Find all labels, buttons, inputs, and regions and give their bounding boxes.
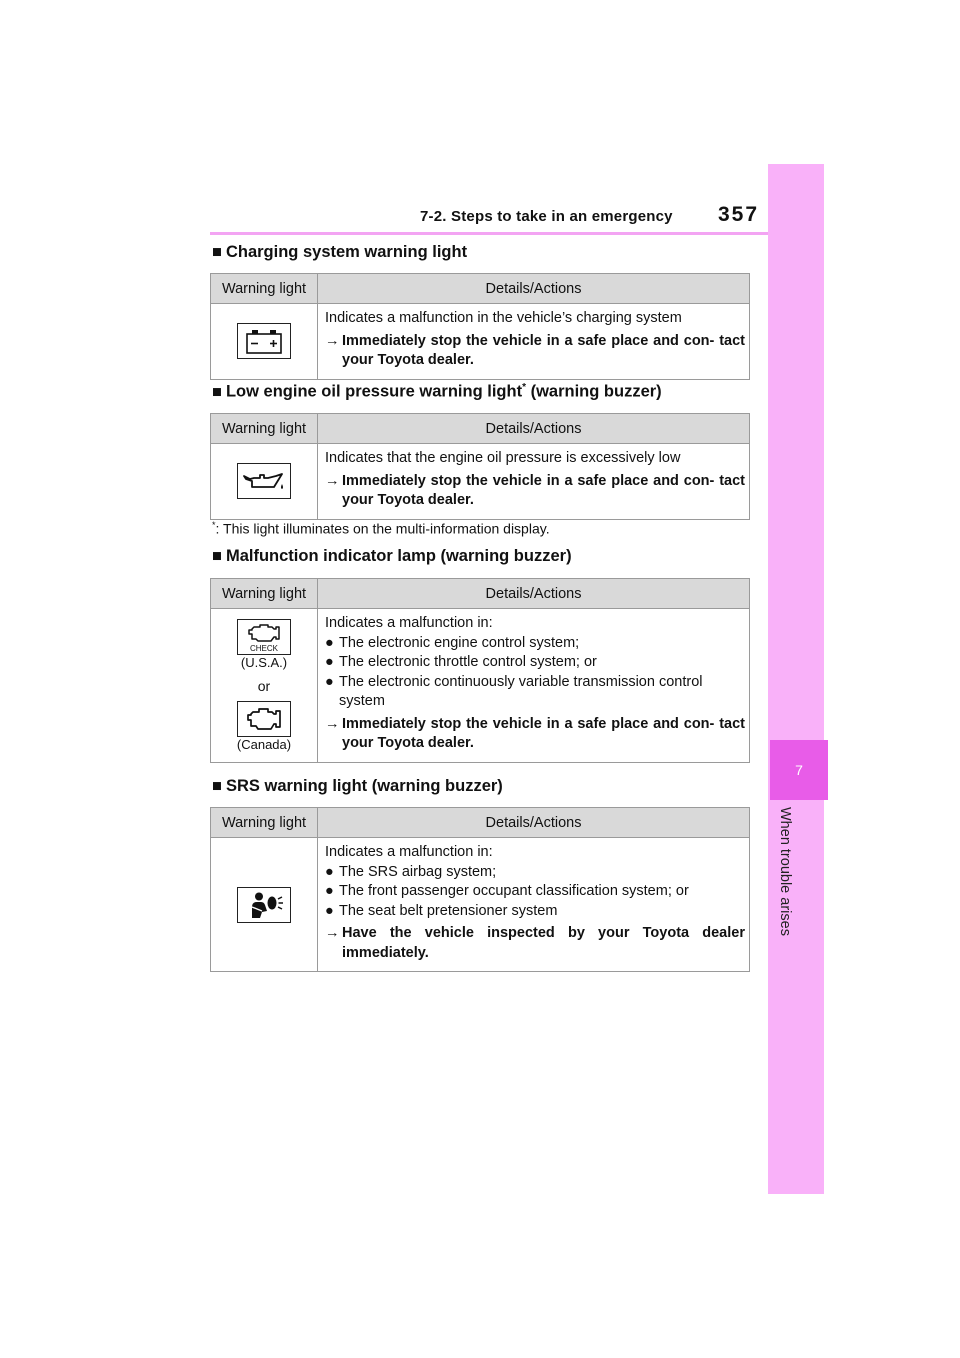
section-title-malfunction: [212, 547, 572, 566]
table-header-row: [211, 414, 750, 444]
airbag-icon: [237, 887, 291, 923]
section-marker: ■: [212, 382, 222, 401]
page-number: 357: [718, 203, 760, 226]
col-warning-light: Warning light: [211, 808, 318, 838]
section-header-title: 7-2. Steps to take in an emergency: [420, 208, 673, 225]
section-title-text: Low engine oil pressure warning light: [225, 382, 523, 401]
table-header-row: [211, 579, 750, 609]
footnote-text: : This light illuminates on the multi-information display.: [215, 520, 550, 537]
check-engine-icon: [237, 619, 291, 655]
details-intro: Indicates that the engine oil pressure is excessively low: [325, 450, 681, 466]
col-details-actions: Details/Actions: [318, 414, 750, 444]
action-line: [325, 715, 745, 754]
table-row: [211, 304, 750, 380]
arrow-icon: →: [325, 715, 340, 732]
engine-icon: [237, 701, 291, 737]
bullet-icon: ●: [325, 654, 334, 670]
action-line: [325, 332, 745, 371]
footnote-mark: *: [212, 520, 216, 530]
bullet-text: The electronic throttle control system; or: [339, 654, 597, 670]
col-details-actions: Details/Actions: [318, 274, 750, 304]
list-item: [325, 902, 745, 922]
section-title-oil-pressure: [212, 382, 662, 402]
bullet-icon: ●: [325, 634, 334, 651]
section-title-suffix: (warning buzzer): [526, 382, 662, 401]
action-line: [325, 924, 745, 963]
arrow-icon: →: [325, 925, 340, 941]
list-item: [325, 863, 745, 883]
icon-caption-usa: (U.S.A.): [240, 655, 288, 671]
oil-pressure-table: [210, 413, 750, 520]
header-rule: [210, 232, 768, 235]
bullet-icon: ●: [325, 883, 334, 899]
section-title-text: Malfunction indicator lamp (warning buzzer): [225, 547, 572, 565]
bullet-text: The SRS airbag system;: [339, 863, 497, 880]
bullet-text: The electronic engine control system;: [339, 634, 580, 651]
action-line: [325, 472, 745, 511]
details-intro: Indicates a malfunction in:: [325, 615, 493, 631]
details-intro: Indicates a malfunction in the vehicle’s charging system: [325, 310, 682, 326]
section-title-text: Charging system warning light: [225, 243, 468, 261]
section-marker: ■: [212, 243, 222, 261]
col-warning-light: Warning light: [211, 579, 318, 609]
col-details-actions: Details/Actions: [318, 808, 750, 838]
bullet-text: The seat belt pretensioner system: [339, 902, 558, 919]
bullet-icon: ●: [325, 863, 334, 880]
chapter-side-tab: [768, 164, 824, 1194]
details-cell: [318, 444, 750, 520]
section-title-text: SRS warning light (warning buzzer): [225, 777, 503, 795]
section-title-charging: [212, 243, 467, 262]
warning-icon-cell: [211, 838, 318, 972]
list-item: [325, 673, 745, 693]
col-warning-light: Warning light: [211, 274, 318, 304]
details-cell: [318, 609, 750, 763]
chapter-title: [770, 808, 796, 958]
list-item: [325, 634, 745, 654]
battery-icon: [237, 323, 291, 359]
warning-icon-cell: [211, 609, 318, 763]
action-text: Immediately stop the vehicle in a safe place and con- tact your Toyota dealer.: [342, 472, 745, 508]
bullet-icon: ●: [325, 673, 334, 690]
list-item: [325, 653, 745, 673]
icon-caption-canada: (Canada): [236, 737, 292, 753]
col-warning-light: Warning light: [211, 414, 318, 444]
table-row: [211, 838, 750, 972]
footnote-ref: *: [522, 382, 526, 393]
action-text: Immediately stop the vehicle in a safe place and con- tact your Toyota dealer.: [342, 715, 745, 751]
table-row: [211, 444, 750, 520]
table-header-row: [211, 274, 750, 304]
bullet-continuation: system: [339, 693, 385, 709]
section-marker: ■: [212, 547, 222, 565]
col-details-actions: Details/Actions: [318, 579, 750, 609]
action-text: Have the vehicle inspected by your Toyota dealer immediately.: [342, 925, 745, 961]
charging-table: [210, 273, 750, 380]
arrow-icon: →: [325, 472, 340, 489]
chapter-title-text: When trouble arises: [777, 807, 793, 936]
bullet-text: The front passenger occupant classification system; or: [339, 883, 689, 899]
malfunction-table: [210, 578, 750, 763]
icon-or: or: [257, 678, 271, 695]
footnote: [212, 520, 550, 537]
action-text: Immediately stop the vehicle in a safe place and con- tact your Toyota dealer.: [342, 332, 745, 368]
table-row: [211, 609, 750, 763]
check-label: CHECK: [249, 644, 279, 654]
list-item: [325, 882, 745, 902]
srs-table: [210, 807, 750, 972]
oil-can-icon: [237, 463, 291, 499]
bullet-text: The electronic continuously variable transmission control: [339, 673, 703, 690]
details-cell: [318, 838, 750, 972]
bullet-icon: ●: [325, 902, 334, 919]
warning-icon-cell: [211, 444, 318, 520]
section-title-srs: [212, 777, 503, 796]
arrow-icon: →: [325, 332, 340, 349]
details-intro: Indicates a malfunction in:: [325, 844, 493, 860]
warning-icon-cell: [211, 304, 318, 380]
section-marker: ■: [212, 777, 222, 795]
chapter-number-box: 7: [770, 740, 828, 800]
table-header-row: [211, 808, 750, 838]
details-cell: [318, 304, 750, 380]
